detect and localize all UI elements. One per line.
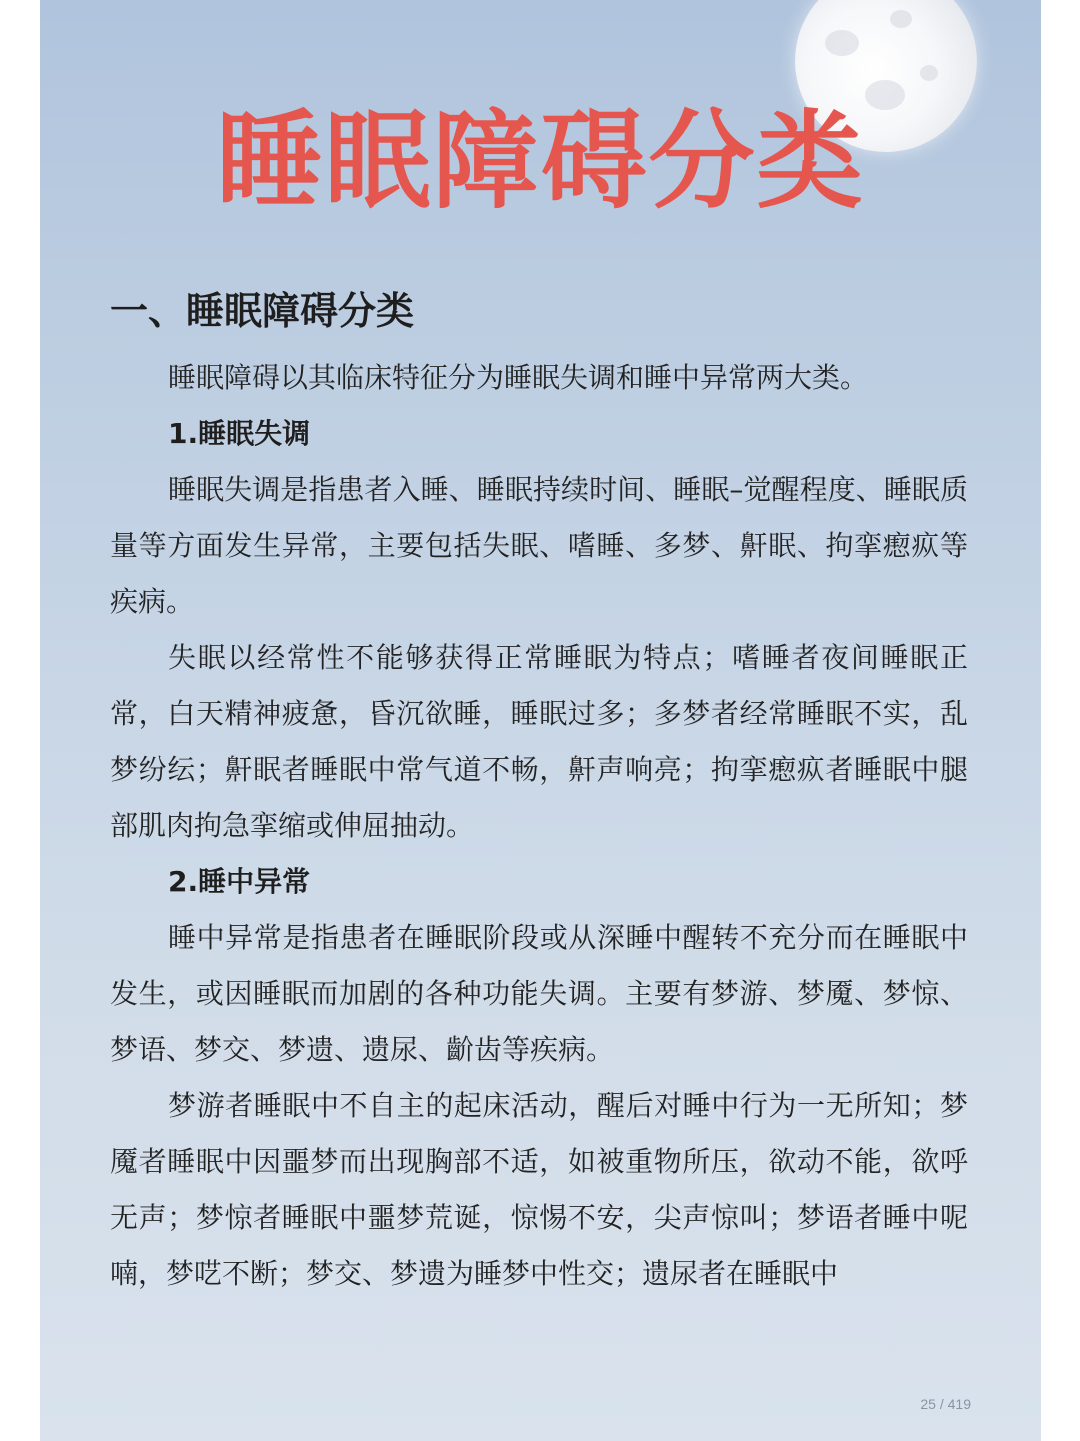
- document-page: [40, 0, 1041, 1441]
- moon-crater: [825, 30, 859, 56]
- moon-crater: [920, 65, 938, 81]
- moon-crater: [890, 10, 912, 28]
- section-heading: 一、睡眠障碍分类: [110, 288, 415, 333]
- subsection-heading-1: 1.睡眠失调: [168, 417, 311, 450]
- page-title: 睡眠障碍分类: [216, 100, 865, 223]
- intro-paragraph: 睡眠障碍以其临床特征分为睡眠失调和睡中异常两大类。: [168, 361, 869, 394]
- paragraph-2-1: 睡中异常是指患者在睡眠阶段或从深睡中醒转不充分而在睡眠中发生，或因睡眠而加剧的各种功能失调。主要有梦游、梦魇、梦惊、梦语、梦交、梦遗、遗尿、齘齿等疾病。: [110, 921, 968, 1066]
- page-indicator: 25 / 419: [920, 1396, 971, 1412]
- paragraph-1-1: 睡眠失调是指患者入睡、睡眠持续时间、睡眠–觉醒程度、睡眠质量等方面发生异常，主要包括失眠、嗜睡、多梦、鼾眠、拘挛瘛疭等疾病。: [110, 473, 968, 618]
- subsection-heading-2: 2.睡中异常: [168, 865, 311, 898]
- article-body: [110, 282, 968, 1302]
- paragraph-1-2: 失眠以经常性不能够获得正常睡眠为特点；嗜睡者夜间睡眠正常，白天精神疲惫，昏沉欲睡，睡眠过多；多梦者经常睡眠不实，乱梦纷纭；鼾眠者睡眠中常气道不畅，鼾声响亮；拘挛瘛疭者睡眠中腿部肌肉拘急挛缩或伸屈抽动。: [110, 641, 968, 842]
- paragraph-2-2: 梦游者睡眠中不自主的起床活动，醒后对睡中行为一无所知；梦魇者睡眠中因噩梦而出现胸部不适，如被重物所压，欲动不能，欲呼无声；梦惊者睡眠中噩梦荒诞，惊惕不安，尖声惊叫；梦语者睡中呢喃，梦呓不断；梦交、梦遗为睡梦中性交；遗尿者在睡眠中: [110, 1089, 968, 1290]
